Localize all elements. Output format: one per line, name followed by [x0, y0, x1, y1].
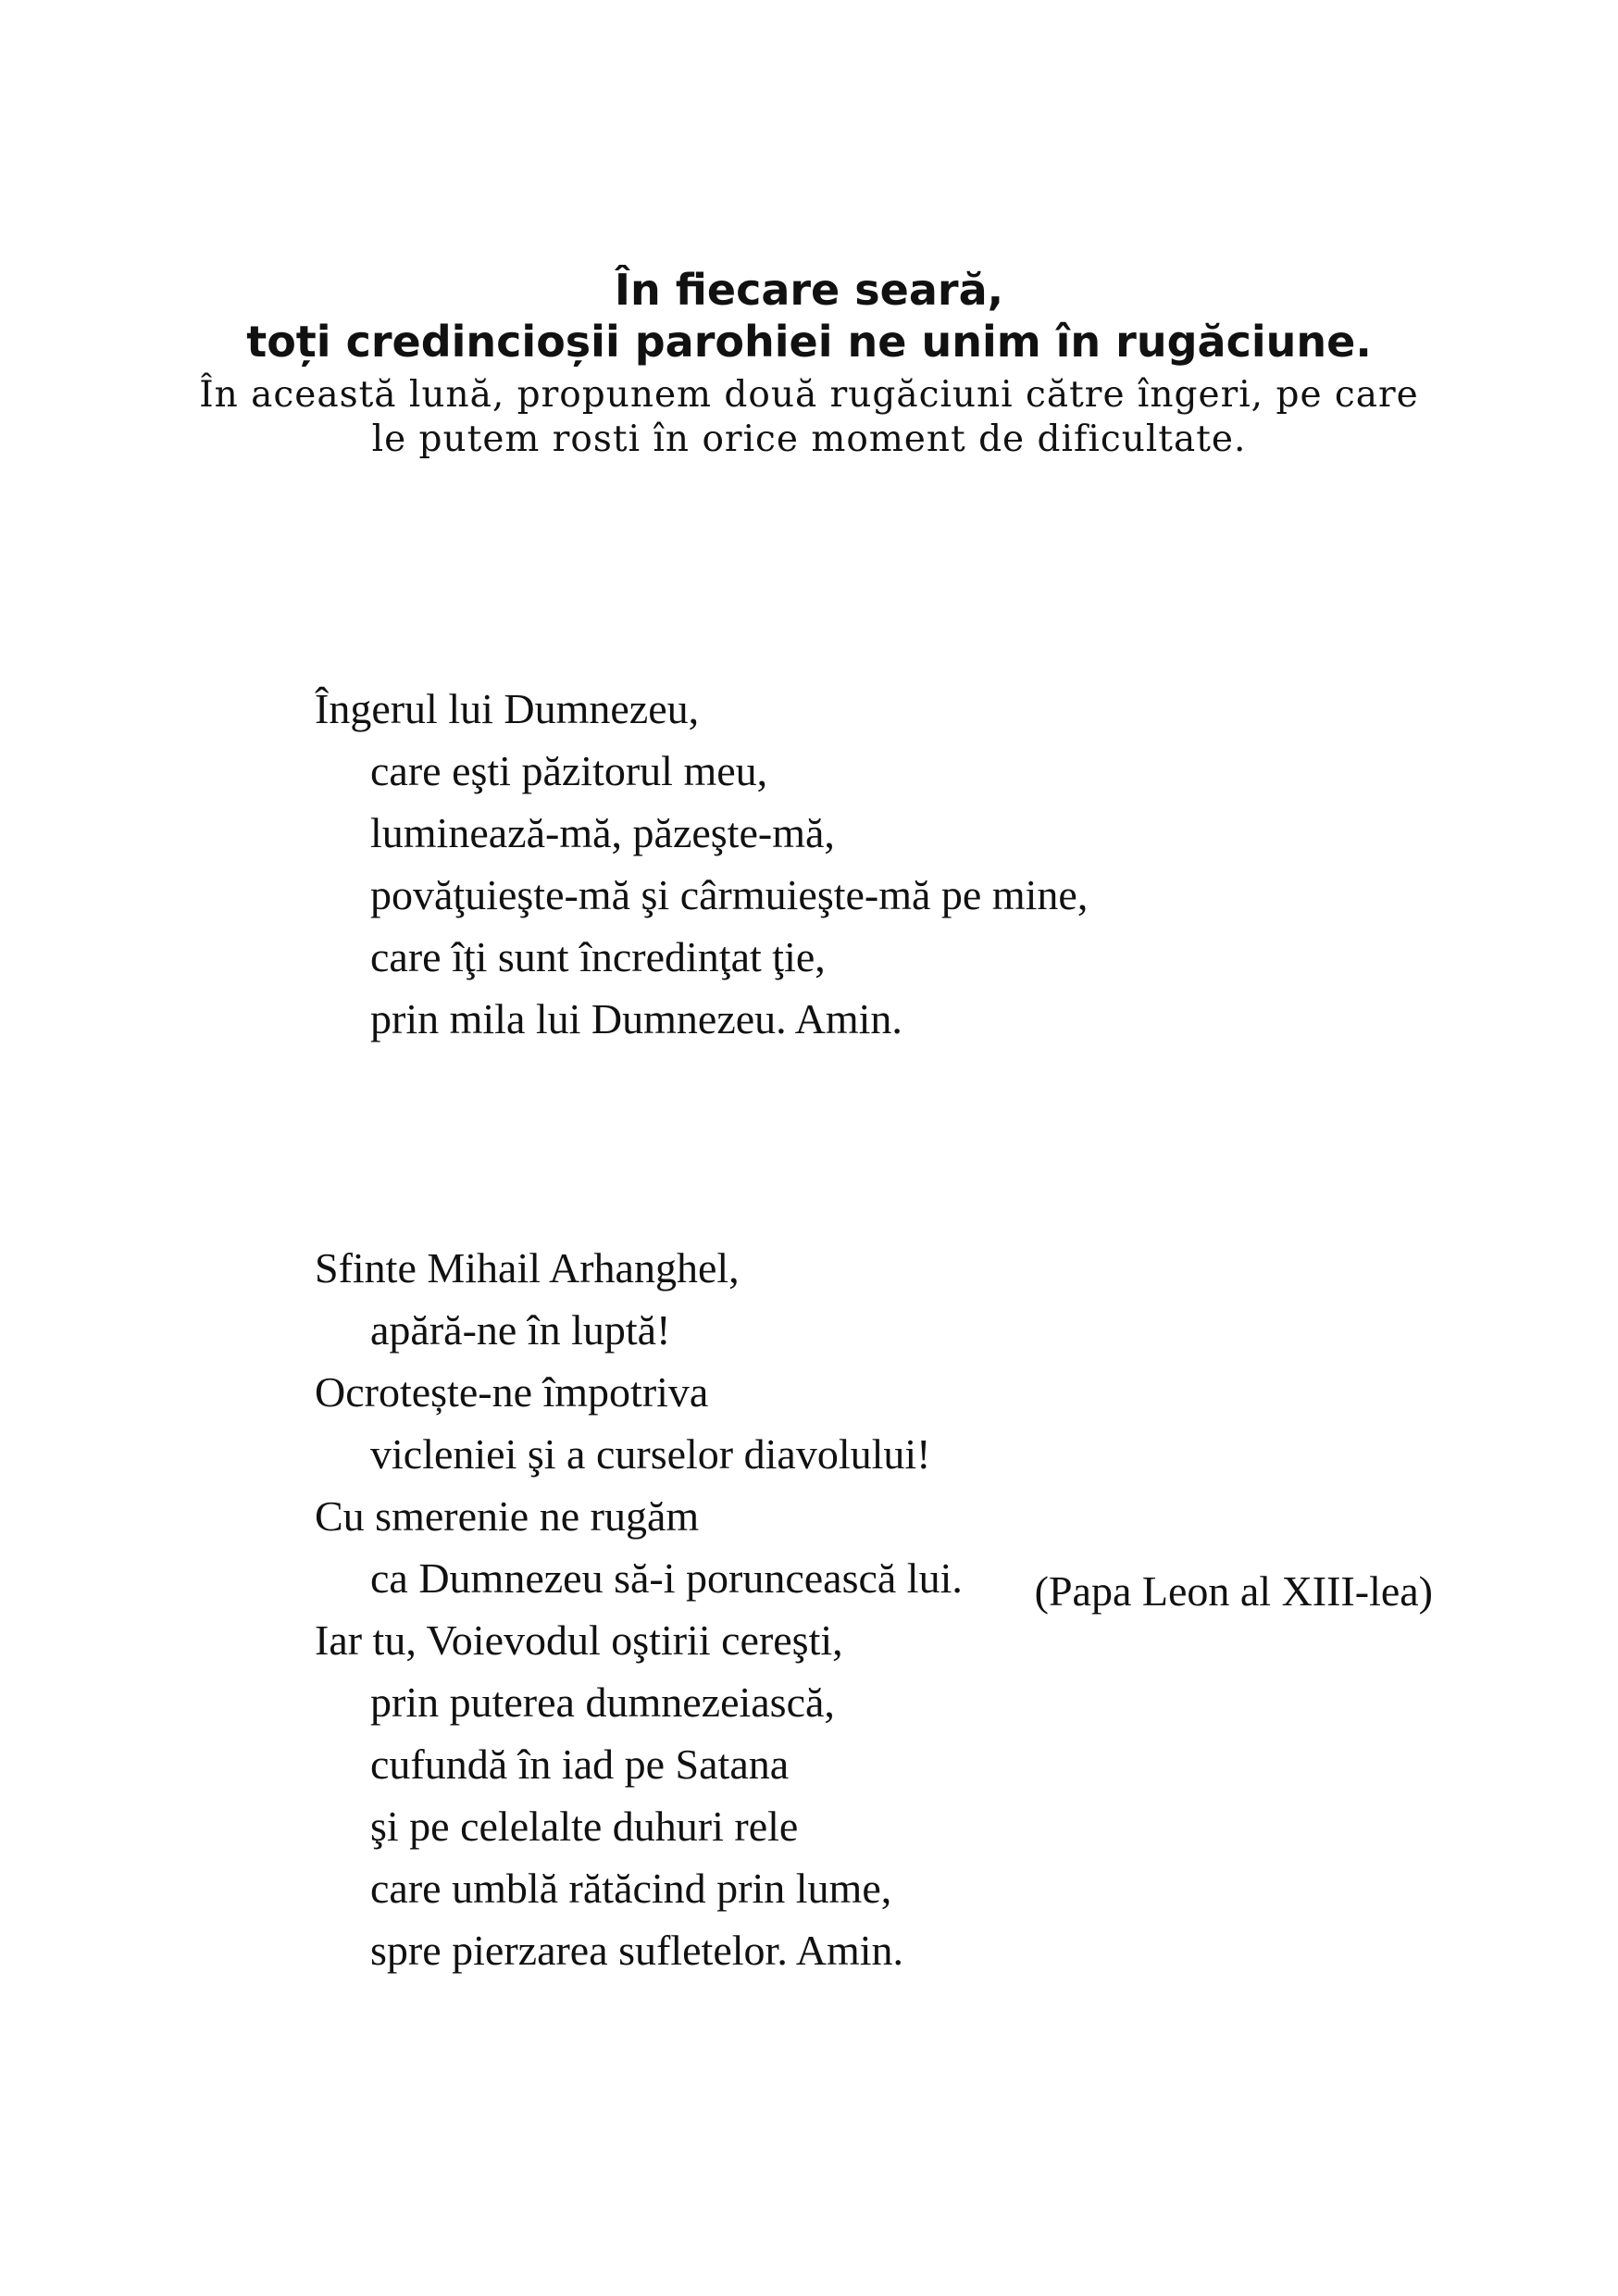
page-title: [0, 264, 1618, 368]
prayer-line: ca Dumnezeu să-i poruncească lui.: [370, 1554, 963, 1602]
prayer-line: prin puterea dumnezeiască,: [370, 1678, 835, 1726]
title-line: În fiecare seară,: [614, 265, 1004, 315]
prayer-line: vicleniei şi a curselor diavolului!: [370, 1430, 931, 1478]
guardian-angel-prayer: [315, 678, 1088, 1050]
prayer-line: care eşti păzitorul meu,: [370, 747, 768, 794]
prayer-line: Cu smerenie ne rugăm: [315, 1492, 700, 1540]
prayer-line: Iar tu, Voievodul oştirii cereşti,: [315, 1616, 843, 1664]
prayer-line: prin mila lui Dumnezeu. Amin.: [370, 995, 902, 1042]
page-subtitle: [0, 373, 1618, 462]
title-line: toți credincioșii parohiei ne unim în rugăciune.: [246, 317, 1372, 367]
prayer-line: cufundă în iad pe Satana: [370, 1741, 790, 1788]
subtitle-line: le putem rosti în orice moment de dificultate.: [371, 418, 1247, 460]
prayer-line: Îngerul lui Dumnezeu,: [315, 685, 700, 732]
prayer-line: apără-ne în luptă!: [370, 1306, 671, 1354]
prayer-line: povăţuieşte-mă şi cârmuieşte-mă pe mine,: [370, 871, 1089, 918]
prayer-line: care umblă rătăcind prin lume,: [370, 1865, 892, 1912]
prayer-line: spre pierzarea sufletelor. Amin.: [370, 1927, 904, 1974]
prayer-line: care îţi sunt încredinţat ţie,: [370, 933, 826, 980]
prayer-attribution: (Papa Leon al XIII-lea): [1034, 1567, 1433, 1615]
prayer-line: şi pe celelalte duhuri rele: [370, 1803, 799, 1850]
archangel-michael-prayer: [315, 1237, 963, 1981]
page-header: [0, 264, 1618, 462]
prayer-line: luminează-mă, păzeşte-mă,: [370, 809, 835, 856]
prayer-line: Sfinte Mihail Arhanghel,: [315, 1244, 740, 1292]
prayer-line: Ocrotește-ne împotriva: [315, 1368, 709, 1416]
subtitle-line: În această lună, propunem două rugăciuni către îngeri, pe care: [199, 374, 1419, 416]
